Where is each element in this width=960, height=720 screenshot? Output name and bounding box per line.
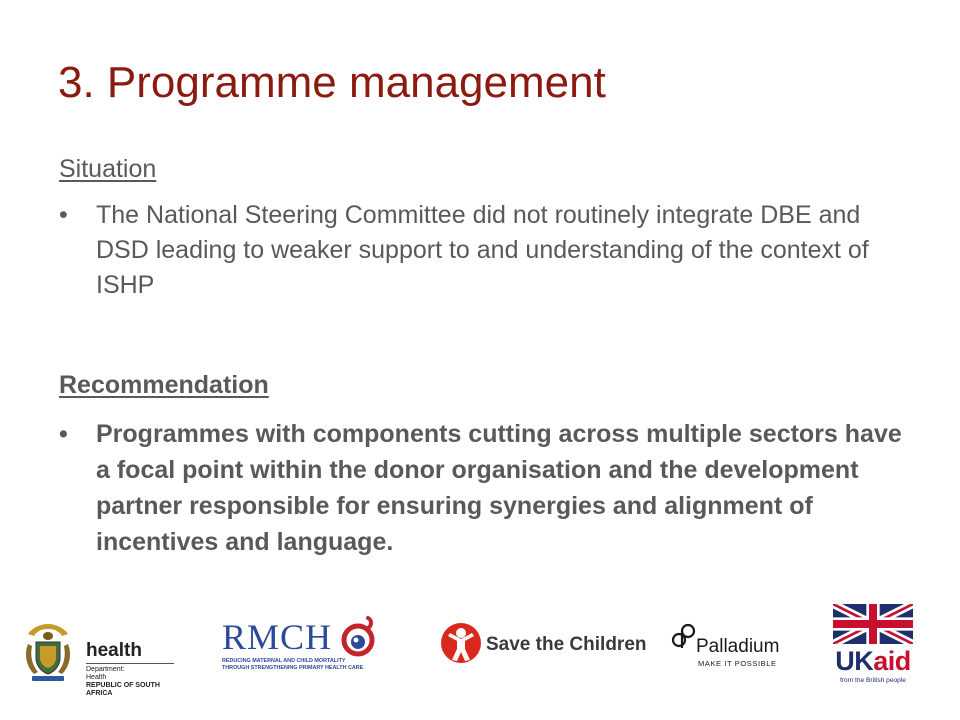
rmch-tag-line-1: REDUCING MATERNAL AND CHILD MORTALITY bbox=[222, 658, 346, 664]
ukaid-logo bbox=[828, 604, 918, 688]
rmch-tag-line-2: THROUGH STRENGTHENING PRIMARY HEALTH CARE bbox=[222, 665, 364, 671]
divider bbox=[86, 663, 174, 664]
ukaid-tagline: from the British people bbox=[840, 677, 906, 684]
health-logo-subtitle bbox=[86, 666, 178, 698]
rmch-logo bbox=[218, 610, 380, 680]
bullet-marker: • bbox=[59, 201, 68, 229]
ukaid-aid: aid bbox=[873, 646, 911, 676]
health-line-2: Health bbox=[86, 674, 107, 681]
palladium-word: Palladium bbox=[696, 636, 780, 657]
situation-heading: Situation bbox=[59, 155, 157, 183]
situation-bullet bbox=[59, 198, 919, 303]
ukaid-uk: UK bbox=[835, 646, 874, 676]
partner-logo-bar bbox=[0, 600, 960, 696]
palladium-logo bbox=[666, 614, 796, 674]
slide-title: 3. Programme management bbox=[58, 58, 606, 107]
health-logo-word: health bbox=[86, 640, 142, 661]
union-jack-icon bbox=[833, 604, 913, 644]
rmch-tagline bbox=[222, 658, 363, 672]
palladium-mark-icon bbox=[670, 620, 698, 656]
recommendation-text: Programmes with components cutting across multiple sectors have a focal point within the donor organisation and the development partner responsible for ensuring synergies and alignment of incentives and language. bbox=[96, 420, 902, 556]
palladium-tagline: MAKE IT POSSIBLE bbox=[698, 659, 777, 668]
health-department-logo bbox=[18, 620, 178, 697]
save-the-children-logo bbox=[440, 620, 650, 670]
mother-child-emblem-icon bbox=[338, 614, 378, 662]
child-figure-icon bbox=[440, 622, 482, 666]
situation-text: The National Steering Committee did not routinely integrate DBE and DSD leading to weaker support to and understanding of the context of ISHP bbox=[96, 201, 869, 299]
health-line-3: REPUBLIC OF SOUTH AFRICA bbox=[86, 682, 160, 697]
health-line-1: Department: bbox=[86, 666, 125, 673]
recommendation-heading: Recommendation bbox=[59, 371, 269, 399]
save-the-children-word: Save the Children bbox=[486, 634, 647, 655]
coat-of-arms-icon bbox=[18, 620, 78, 684]
bullet-marker: • bbox=[59, 420, 68, 448]
rmch-logo-word: RMCH bbox=[222, 617, 333, 657]
ukaid-word bbox=[828, 646, 918, 677]
recommendation-bullet bbox=[59, 416, 919, 560]
